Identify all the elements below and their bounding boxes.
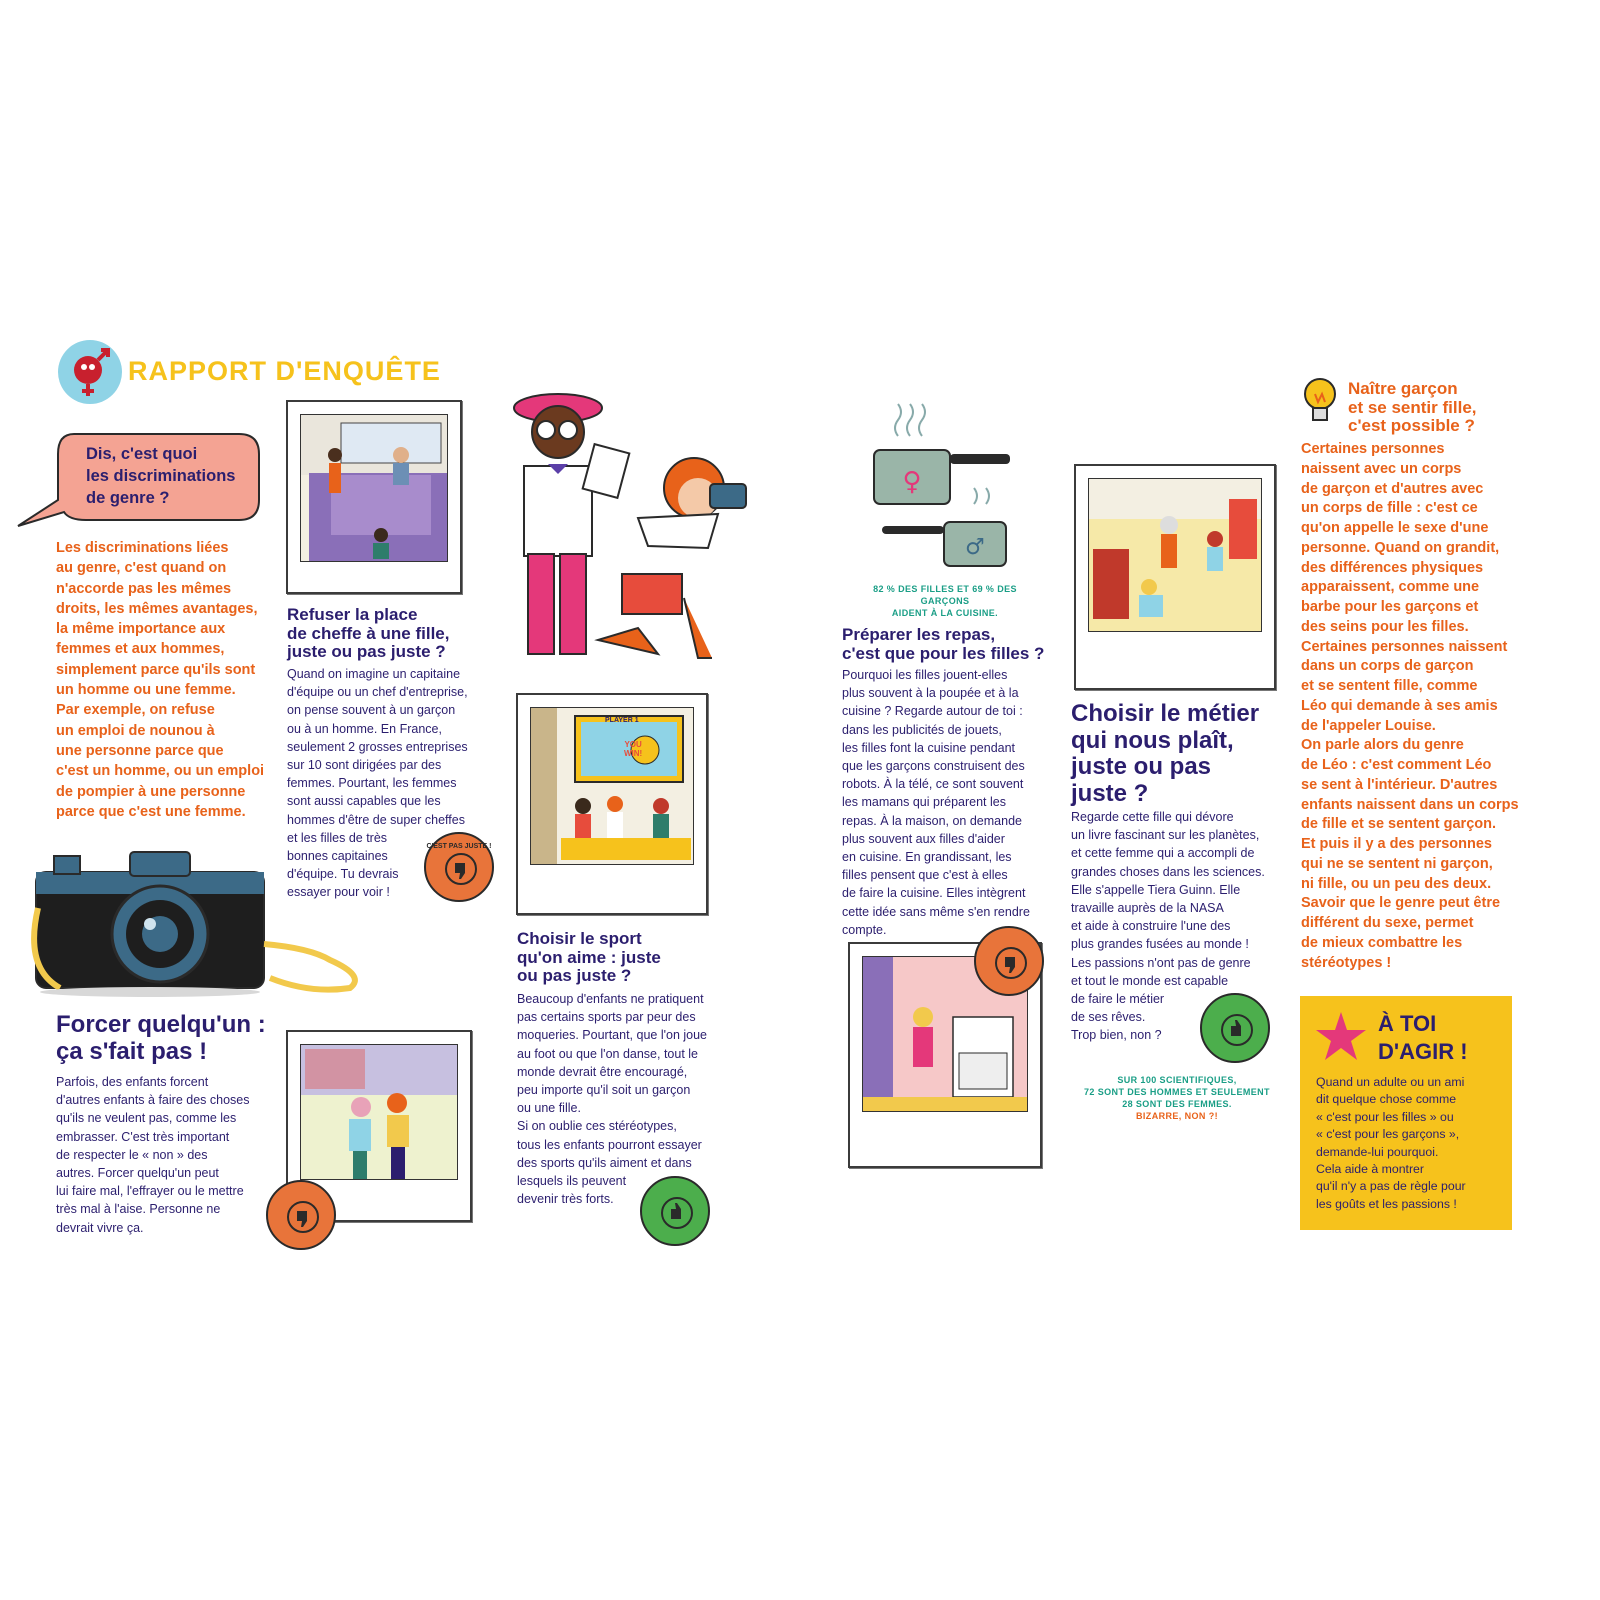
intro-text: Les discriminations liées au genre, c'est quand on n'accorde pas les mêmes droits, les mêmes avantages, la même importance aux femmes et aux hommes, simplement parce qu'ils sont un homme ou une femme. Par exemple, on refuse un emploi de nounou à une personne parce que c'est un homme, ou un emploi de pompier à une personne parce que c'est une femme. [56,540,265,820]
thumb-down-icon [287,1201,319,1233]
thumb-up-icon [661,1197,693,1229]
metier-stat-tail: BIZARRE, NON ?! [1136,1111,1218,1121]
agir-text: Quand un adulte ou un ami dit quelque chose comme « c'est pour les filles » ou « c'est pour les garçons », demande-lui pourquoi. Cela aide à montrer qu'il n'y a pas de règle pour les goûts et les passions ! [1316,1075,1466,1211]
agir-box [1300,996,1512,1230]
naitre-title: Naître garçon et se sentir fille, c'est possible ? [1348,379,1477,435]
badge-fair-sport [640,1176,710,1246]
page-title: RAPPORT D'ENQUÊTE [128,356,441,386]
screen-win-label: YOU WIN! [624,740,643,758]
repas-text: Pourquoi les filles jouent-elles plus souvent à la poupée et à la cuisine ? Regarde autour de toi : dans les publicités de jouets, les filles font la cuisine pendant que les garçons construisent des robots. À la télé, ce sont souvent les mamans qui préparent les repas. À la maison, on demande plus souvent aux filles d'aider en cuisine. En grandissant, les filles pensent que c'est à elles de faire la cuisine. Elles intègrent cette idée sans même s'en rendre compte. [842,668,1030,937]
photo-sport [516,693,708,915]
pans-illustration [864,398,1014,574]
repas-stat: 82 % DES FILLES ET 69 % DES GARÇONS AIDENT À LA CUISINE. [873,584,1017,618]
badge-label: C'EST PAS JUSTE ! [426,843,492,850]
forcer-title: Forcer quelqu'un : ça s'fait pas ! [56,1011,266,1065]
badge-fair-metier [1200,993,1270,1063]
badge-unfair-cheffe [424,832,494,902]
cheffe-title: Refuser la place de cheffe à une fille, juste ou pas juste ? [287,605,450,661]
screen-player-label: PLAYER 1 [605,717,639,724]
thumb-up-icon [1221,1014,1253,1046]
repas-title: Préparer les repas, c'est que pour les filles ? [842,625,1045,663]
male-symbol-icon: ♂ [965,535,985,560]
reporters-illustration [498,378,768,668]
photo-office [286,400,462,594]
badge-unfair-repas [974,926,1044,996]
metier-text: Regarde cette fille qui dévore un livre fascinant sur les planètes, et cette femme qui a accompli de grandes choses dans les sciences. Elle s'appelle Tiera Guinn. Elle travaille auprès de la NASA et aide à construire l'une des plus grandes fusées au monde ! Les passions n'ont pas de genre et tout le monde est capable de faire le métier de ses rêves. Trop bien, non ? [1071,810,1265,1043]
forcer-scene [301,1045,457,1180]
office-scene [301,415,448,562]
naitre-text: Certaines personnes naissent avec un corps de garçon et d'autres avec un corps de fille : c'est ce qu'on appelle le sexe d'une personne. Quand on grandit, des différences physiques apparaissent, comme une barbe pour les garçons et des seins pour les filles. Certaines personnes naissent dans un corps de garçon et se sentent fille, comme Léo qui demande à ses amis de l'appeler Louise. On parle alors du genre de Léo : c'est comment Léo se sent à l'intérieur. D'autres enfants naissent dans un corps de fille et se sentent garçon. Et puis il y a des personnes qui ne se sentent ni garçon, ni fille, ou un peu des deux. Savoir que le genre peut être différent du sexe, permet de mieux combattre les stéréotypes ! [1301,441,1519,971]
thumb-down-icon [995,947,1027,979]
header-logo [58,340,122,404]
library-scene [1089,479,1261,631]
agir-title: À TOI D'AGIR ! [1378,1011,1468,1064]
sport-text: Beaucoup d'enfants ne pratiquent pas certains sports par peur des moqueries. Pourtant, que l'on joue au foot ou que l'on danse, tout le monde devrait être encouragé, peu importe qu'il soit un garçon ou une fille. Si on oublie ces stéréotypes, tous les enfants pourront essayer des sports qu'ils aiment et dans lesquels ils peuvent devenir très forts. [517,992,708,1207]
sport-scene [531,708,693,864]
cheffe-text: Quand on imagine un capitaine d'équipe ou un chef d'entreprise, on pense souvent à un garçon ou à un homme. En France, seulement 2 grosses entreprises sur 10 sont dirigées par des femmes. Pourtant, les femmes sont aussi capables que les hommes d'être de super cheffes et les filles de très bonnes capitaines d'équipe. Tu devrais essayer pour voir ! [287,667,468,900]
metier-stat: SUR 100 SCIENTIFIQUES, 72 SONT DES HOMMES ET SEULEMENT 28 SONT DES FEMMES. [1084,1075,1270,1109]
badge-unfair-forcer [266,1180,336,1250]
photo-library [1074,464,1276,690]
intro-question: Dis, c'est quoi les discriminations de genre ? [86,445,236,507]
forcer-text: Parfois, des enfants forcent d'autres enfants à faire des choses qu'ils ne veulent pas, comme les embrasser. C'est très important de respecter le « non » des autres. Forcer quelqu'un peut lui faire mal, l'effrayer ou le mettre très mal à l'aise. Personne ne devrait vivre ça. [56,1075,250,1235]
metier-title: Choisir le métier qui nous plaît, juste ou pas juste ? [1071,700,1260,807]
sport-title: Choisir le sport qu'on aime : juste ou pas juste ? [517,929,661,985]
female-symbol-icon: ♀ [902,467,922,497]
lightbulb-icon [1300,376,1340,428]
star-icon [1314,1010,1368,1064]
gender-symbol-icon [58,340,122,404]
